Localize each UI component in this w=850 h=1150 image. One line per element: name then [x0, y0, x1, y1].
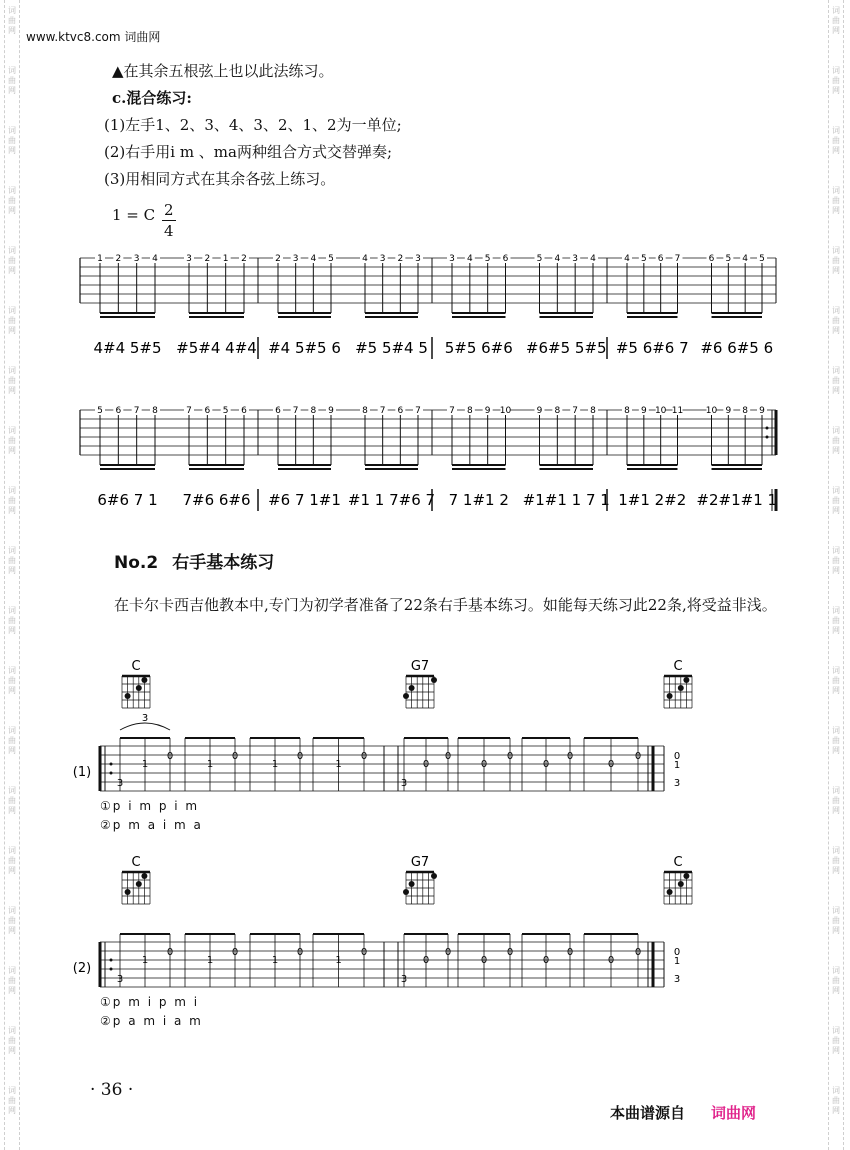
mid-fret: 1 — [271, 759, 279, 770]
top-fret: 0 — [506, 751, 514, 762]
watermark-char: 词 曲 网 — [832, 786, 840, 815]
fret-number: 6 — [502, 254, 509, 264]
fret-number: 7 — [572, 406, 579, 416]
repeat-dot — [110, 968, 113, 971]
chord-dot — [683, 677, 689, 683]
triplet-mark: 3 — [141, 713, 149, 724]
watermark-char: 词 曲 网 — [8, 546, 16, 575]
page-number: · 36 · — [90, 1080, 134, 1100]
fret-number: 4 — [742, 254, 749, 264]
fret-number: 8 — [590, 406, 596, 416]
mid-fret: 0 — [542, 955, 550, 966]
fret-number: 4 — [554, 254, 561, 264]
top-fret: 0 — [444, 947, 452, 958]
chord-dot — [667, 889, 673, 895]
fret-number: 5 — [484, 254, 491, 264]
chord-dot — [678, 685, 684, 691]
fret-number: 9 — [640, 406, 647, 416]
fret-number: 8 — [554, 406, 561, 416]
mid-fret: 0 — [422, 955, 430, 966]
bass-fret: 3 — [400, 974, 408, 985]
jianpu-notes: 1#1 2#2 — [618, 491, 687, 509]
fret-number: 5 — [759, 254, 765, 264]
watermark-char: 词 曲 网 — [8, 666, 16, 695]
repeat-dot — [766, 436, 769, 439]
chord-name: G7 — [410, 855, 430, 870]
watermark-char: 词 曲 网 — [8, 966, 16, 995]
top-fret: 0 — [506, 947, 514, 958]
fret-number: 10 — [705, 406, 718, 416]
fret-number: 3 — [415, 254, 421, 264]
chord-dot — [403, 693, 409, 699]
top-fret: 0 — [166, 751, 174, 762]
fret-number: 4 — [466, 254, 473, 264]
top-fret: 0 — [634, 751, 642, 762]
watermark-char: 词 曲 网 — [8, 306, 16, 335]
watermark-char: 词 曲 网 — [832, 66, 840, 95]
jianpu-notes: #5#4 4#4 — [176, 339, 257, 357]
time-sig-den: 4 — [164, 222, 174, 240]
watermark-char: 词 曲 网 — [832, 426, 840, 455]
fret-number: 7 — [186, 406, 192, 416]
watermark-char: 词 曲 网 — [8, 606, 16, 635]
mix-title: c.混合练习: — [112, 89, 192, 107]
fret-number: 6 — [275, 406, 281, 416]
watermark-char: 词 曲 网 — [832, 666, 840, 695]
fret-number: 8 — [742, 406, 749, 416]
jianpu-notes: #1 1 7#6 7 — [347, 491, 436, 509]
mid-fret: 1 — [141, 759, 149, 770]
top-fret: 0 — [231, 751, 239, 762]
mid-fret: 0 — [480, 955, 488, 966]
fret-number: 6 — [708, 254, 715, 264]
key-signature: 1 = C — [112, 206, 156, 224]
top-fret: 0 — [360, 947, 368, 958]
fret-number: 8 — [466, 406, 473, 416]
fret-number: 4 — [590, 254, 596, 264]
fret-number: 8 — [362, 406, 368, 416]
fret-number: 8 — [624, 406, 630, 416]
watermark-char: 词 曲 网 — [832, 366, 840, 395]
final-fret: 3 — [673, 778, 681, 789]
mid-fret: 1 — [335, 955, 342, 966]
mid-fret: 0 — [542, 759, 550, 770]
site-url[interactable]: www.ktvc8.com 词曲网 — [26, 30, 161, 44]
chord-dot — [136, 685, 142, 691]
fret-number: 5 — [640, 254, 647, 264]
ex1-pattern-2: ②p m a i m a — [100, 818, 203, 832]
watermark-char: 词 曲 网 — [832, 726, 840, 755]
watermark-char: 词 曲 网 — [8, 246, 16, 275]
top-fret: 0 — [566, 947, 574, 958]
watermark-char: 词 曲 网 — [832, 6, 840, 35]
watermark-char: 词 曲 网 — [832, 126, 840, 155]
chord-name: G7 — [410, 659, 430, 674]
watermark-char: 词 曲 网 — [8, 786, 16, 815]
fret-number: 2 — [115, 254, 122, 264]
fret-number: 4 — [152, 254, 158, 264]
watermark-char: 词 曲 网 — [832, 306, 840, 335]
bass-fret: 3 — [116, 974, 124, 985]
chord-dot — [409, 881, 415, 887]
jianpu-notes: #4 5#5 6 — [268, 339, 341, 357]
chord-dot — [141, 677, 147, 683]
fret-number: 1 — [222, 254, 229, 264]
section-heading — [114, 548, 288, 573]
top-fret: 0 — [444, 751, 452, 762]
chord-dot — [125, 889, 131, 895]
jianpu-notes: 4#4 5#5 — [93, 339, 162, 357]
fret-number: 7 — [379, 406, 386, 416]
fret-number: 6 — [241, 406, 247, 416]
fret-number: 6 — [204, 406, 211, 416]
watermark-char: 词 曲 网 — [8, 906, 16, 935]
chord-dot — [141, 873, 147, 879]
triplet-arc — [120, 723, 170, 730]
mid-fret: 1 — [141, 955, 149, 966]
jianpu-notes: 5#5 6#6 — [444, 339, 513, 357]
chord-dot — [683, 873, 689, 879]
chord-dot — [431, 677, 437, 683]
fret-number: 4 — [310, 254, 317, 264]
repeat-dot — [766, 427, 769, 430]
fret-number: 4 — [624, 254, 630, 264]
top-fret: 0 — [166, 947, 174, 958]
fret-number: 10 — [499, 406, 512, 416]
fret-number: 5 — [536, 254, 543, 264]
fret-number: 6 — [115, 406, 122, 416]
fret-number: 9 — [328, 406, 334, 416]
fret-number: 7 — [133, 406, 140, 416]
fret-number: 5 — [328, 254, 334, 264]
footer — [610, 1102, 756, 1123]
fret-number: 6 — [657, 254, 664, 264]
chord-dot — [125, 693, 131, 699]
fret-number: 2 — [241, 254, 247, 264]
final-fret: 0 — [673, 947, 681, 958]
top-fret: 0 — [296, 947, 304, 958]
watermark-char: 词 曲 网 — [832, 546, 840, 575]
chord-dot — [409, 685, 415, 691]
watermark-char: 词 曲 网 — [8, 1086, 16, 1115]
repeat-dot — [110, 959, 113, 962]
final-fret: 1 — [673, 760, 681, 771]
jianpu-notes: #2#1#1 1 — [696, 491, 778, 509]
jianpu-notes: 7 1#1 2 — [448, 491, 509, 509]
watermark-char: 词 曲 网 — [832, 966, 840, 995]
ex1-pattern-1: ①p i m p i m — [100, 799, 200, 813]
mid-fret: 0 — [422, 759, 430, 770]
fret-number: 5 — [97, 406, 103, 416]
ex2-pattern-2: ②p a m i a m — [100, 1014, 203, 1028]
repeat-dot — [110, 772, 113, 775]
watermark-char: 词 曲 网 — [8, 186, 16, 215]
chord-dot — [678, 881, 684, 887]
fret-number: 2 — [397, 254, 404, 264]
ex2-pattern-1: ①p m i p m i — [100, 995, 200, 1009]
fret-number: 3 — [572, 254, 579, 264]
mid-fret: 1 — [206, 955, 214, 966]
chord-name: C — [673, 659, 683, 674]
watermark-char: 词 曲 网 — [832, 1026, 840, 1055]
bass-fret: 3 — [400, 778, 408, 789]
intro-line-4: (3)用相同方式在其余各弦上练习。 — [104, 170, 336, 188]
watermark-char: 词 曲 网 — [832, 486, 840, 515]
watermark-char: 词 曲 网 — [832, 846, 840, 875]
fret-number: 7 — [292, 406, 299, 416]
fret-number: 2 — [275, 254, 281, 264]
top-fret: 0 — [231, 947, 239, 958]
watermark-char: 词 曲 网 — [832, 1086, 840, 1115]
chord-name: C — [131, 659, 141, 674]
fret-number: 6 — [397, 406, 404, 416]
final-fret: 0 — [673, 751, 681, 762]
fret-number: 7 — [449, 406, 455, 416]
mid-fret: 1 — [271, 955, 279, 966]
fret-number: 7 — [415, 406, 421, 416]
fret-number: 9 — [536, 406, 543, 416]
footer-brand[interactable]: 词曲网 — [711, 1104, 757, 1122]
section-title: 右手基本练习 — [172, 553, 275, 573]
chord-dot — [403, 889, 409, 895]
fret-number: 3 — [133, 254, 140, 264]
time-sig-num: 2 — [164, 201, 174, 219]
jianpu-notes: 6#6 7 1 — [97, 491, 158, 509]
watermark-char: 词 曲 网 — [832, 606, 840, 635]
watermark-char: 词 曲 网 — [8, 726, 16, 755]
final-fret: 3 — [673, 974, 681, 985]
watermark-char: 词 曲 网 — [8, 846, 16, 875]
fret-number: 3 — [292, 254, 299, 264]
intro-line-2: (1)左手1、2、3、4、3、2、1、2为一单位; — [104, 116, 402, 134]
section-number: No.2 — [114, 553, 159, 573]
mid-fret: 1 — [335, 759, 342, 770]
watermark-char: 词 曲 网 — [832, 246, 840, 275]
mid-fret: 0 — [607, 955, 615, 966]
chord-name: C — [131, 855, 141, 870]
watermark-char: 词 曲 网 — [8, 486, 16, 515]
final-fret: 1 — [673, 956, 681, 967]
fret-number: 5 — [725, 254, 732, 264]
top-fret: 0 — [566, 751, 574, 762]
fret-number: 1 — [97, 254, 103, 264]
bass-fret: 3 — [116, 778, 124, 789]
jianpu-notes: #6 6#5 6 — [700, 339, 774, 357]
intro-line-3: (2)右手用i m 、ma两种组合方式交替弹奏; — [104, 143, 393, 161]
chord-dot — [136, 881, 142, 887]
fret-number: 9 — [759, 406, 765, 416]
watermark-char: 词 曲 网 — [832, 906, 840, 935]
fret-number: 3 — [449, 254, 455, 264]
section-paragraph: 在卡尔卡西吉他教本中,专门为初学者准备了22条右手基本练习。如能每天练习此22条,将受益非浅。 — [114, 596, 777, 614]
intro-line-1: ▲在其余五根弦上也以此法练习。 — [112, 62, 334, 80]
jianpu-notes: #6 7 1#1 — [268, 491, 341, 509]
fret-number: 8 — [310, 406, 317, 416]
chord-name: C — [673, 855, 683, 870]
top-fret: 0 — [296, 751, 304, 762]
jianpu-notes: #5 5#4 5 — [355, 339, 428, 357]
watermark-char: 词 曲 网 — [8, 126, 16, 155]
jianpu-notes: 7#6 6#6 — [182, 491, 251, 509]
watermark-char: 词 曲 网 — [8, 1026, 16, 1055]
mid-fret: 0 — [480, 759, 488, 770]
fret-number: 9 — [725, 406, 732, 416]
fret-number: 11 — [671, 406, 684, 416]
fret-number: 8 — [152, 406, 158, 416]
jianpu-notes: #5 6#6 7 — [615, 339, 689, 357]
repeat-dot — [110, 763, 113, 766]
top-fret: 0 — [360, 751, 368, 762]
watermark-char: 词 曲 网 — [8, 366, 16, 395]
fret-number: 4 — [362, 254, 368, 264]
watermark-char: 词 曲 网 — [8, 66, 16, 95]
jianpu-notes: #1#1 1 7 1 — [522, 491, 610, 509]
chord-dot — [431, 873, 437, 879]
footer-source: 本曲谱源自 — [610, 1104, 686, 1122]
watermark-char: 词 曲 网 — [832, 186, 840, 215]
example-label: (2) — [72, 961, 92, 976]
jianpu-notes: #6#5 5#5 — [525, 339, 607, 357]
mid-fret: 0 — [607, 759, 615, 770]
fret-number: 10 — [654, 406, 667, 416]
watermark-char: 词 曲 网 — [8, 6, 16, 35]
fret-number: 9 — [484, 406, 491, 416]
watermark-char: 词 曲 网 — [8, 426, 16, 455]
fret-number: 3 — [379, 254, 386, 264]
example-label: (1) — [72, 765, 92, 780]
fret-number: 7 — [674, 254, 681, 264]
fret-number: 2 — [204, 254, 211, 264]
top-fret: 0 — [634, 947, 642, 958]
mid-fret: 1 — [206, 759, 214, 770]
fret-number: 5 — [222, 406, 229, 416]
chord-dot — [667, 693, 673, 699]
fret-number: 3 — [186, 254, 192, 264]
